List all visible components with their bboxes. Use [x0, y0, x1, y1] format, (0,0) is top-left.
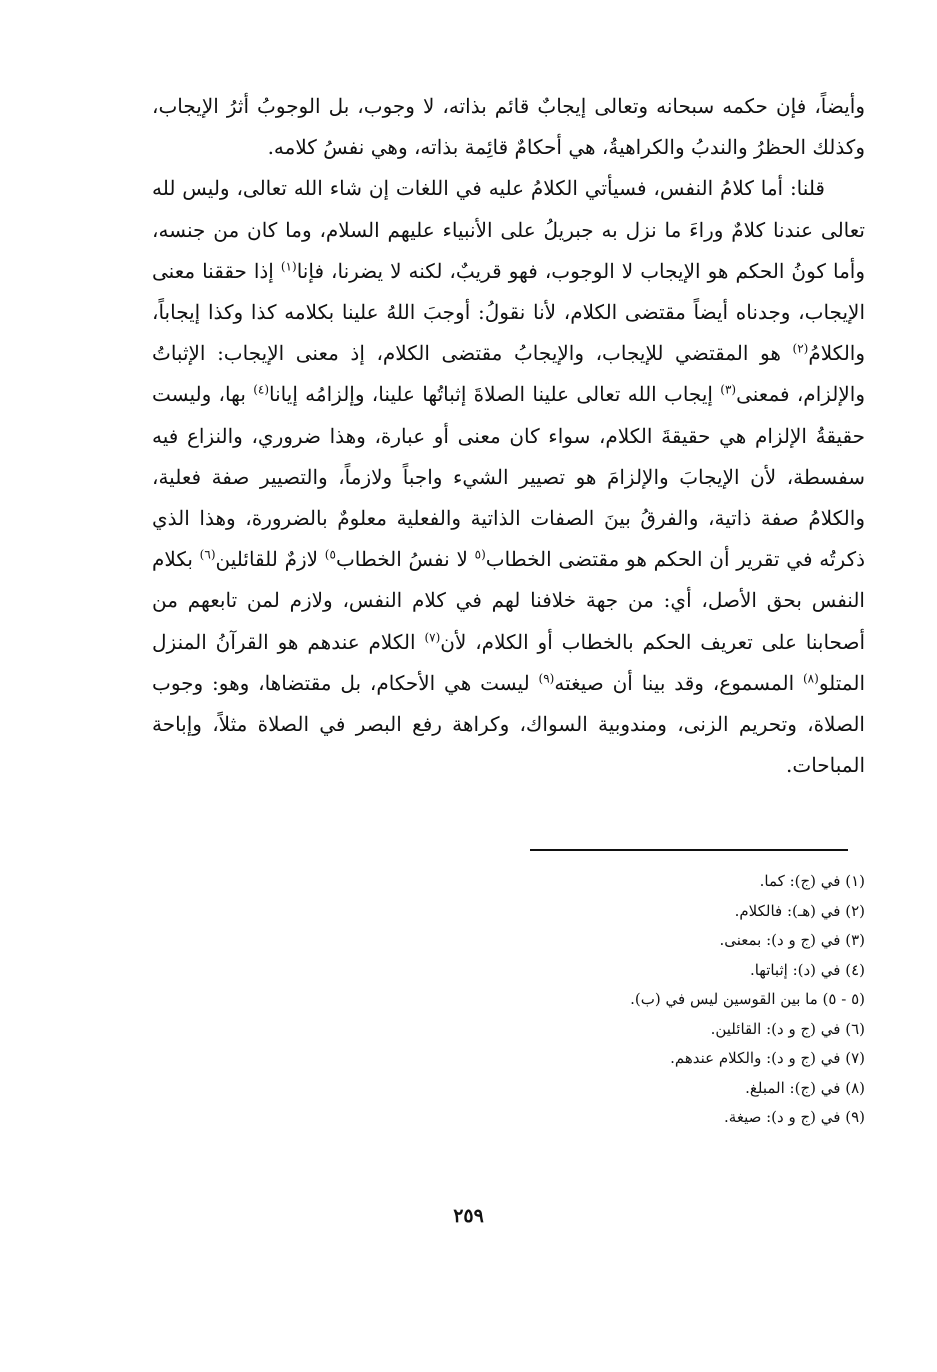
footnote-separator	[530, 849, 848, 851]
text-run: لازمٌ للقائلين	[215, 547, 319, 572]
footnote-ref[interactable]: (٦)	[199, 547, 216, 562]
paragraph-2	[152, 168, 865, 786]
text-run: المسموع، وقد بينا أن صيغته	[554, 670, 795, 695]
footnote-ref[interactable]: (٤)	[253, 382, 270, 397]
footnote-4: (٤) في (د): إثباتها.	[749, 960, 865, 979]
text-run: بها، وليست حقيقةُ الإلزام هي حقيقةَ الكلام، سواء كان معنى أو عبارة، وهذا ضروري، والنزاع فيه سفسطة، لأن الإيجابَ والإلزامَ هو تصيير الشيء واجباً ولازماً، والتصيير صفة فعلية، والكلامُ صفة ذاتية، والفرقُ بينَ الصفات الذاتية والفعلية معلومٌ بالضرورة، وهذا الذي ذكرتُه في تقرير أن الحكم هو مقتضى الخطاب	[152, 382, 866, 572]
footnote-9: (٩) في (ج و د): صيغة.	[724, 1108, 865, 1126]
footnote-6: (٦) في (ج و د): القائلين.	[710, 1019, 865, 1038]
footnote-ref[interactable]: (٥	[474, 547, 486, 562]
text-run: إيجاب الله تعالى علينا الصلاةَ إثباتُها علينا، وإلزامُه إيانا	[269, 382, 713, 407]
paragraph-1: وأيضاً، فإن حكمه سبحانه وتعالى إيجابٌ قائم بذاته، لا وجوب، بل الوجوبُ أثرُ الإيجاب، وكذلك الحظرُ والندبُ والكراهيةُ، هي أحكامٌ قائِمة بذاته، وهي نفسُ كلامه.	[152, 94, 865, 160]
footnote-2: (٢) في (هـ): فالكلام.	[734, 901, 865, 920]
footnote-ref[interactable]: (٩)	[538, 671, 555, 686]
footnote-ref[interactable]: (٢)	[792, 341, 809, 356]
footnote-ref[interactable]: (٣)	[720, 382, 737, 397]
footnote-ref[interactable]: (٨)	[802, 671, 819, 686]
text-run: ليست هي الأحكام، بل مقتضاها، وهو: وجوب الصلاة، وتحريم الزنى، ومندوبية السواك، وكراهة رفع البصر في الصلاة مثلاً، وإباحة المباحات.	[152, 670, 865, 778]
footnotes-list	[500, 867, 865, 1133]
footnote-8: (٨) في (ج): المبلغ.	[745, 1078, 865, 1097]
text-run: الكلام عندهم هو القرآنُ المنزل المتلو	[152, 629, 866, 695]
main-text	[152, 86, 865, 786]
text-run: بكلام النفس بحق الأصل، أي: من جهة خلافنا لهم في كلام النفس، ولازم لمن تابعهم من أصحابنا على تعريف الحكم بالخطاب أو الكلام، لأن	[152, 547, 866, 654]
page-number: ٢٥٩	[453, 1205, 484, 1227]
footnote-ref[interactable]: (١)	[280, 259, 297, 274]
footnote-3: (٣) في (ج و د): بمعنى.	[719, 931, 865, 949]
text-run: قلنا: أما كلامُ النفس، فسيأتي الكلامُ عليه في اللغات إن شاء الله تعالى، وليس لله تعالى عندنا كلامٌ وراءَ ما نزل به جبريلُ على الأنبياء عليهم السلام، وما كان من جنسه، وأما كونُ الحكم هو الإيجاب لا الوجوب، فهو قريبٌ، لكنه لا يضرنا، فإنا	[152, 176, 865, 283]
footnote-5: (٥ - ٥) ما بين القوسين ليس في (ب).	[630, 990, 865, 1008]
footnote-ref[interactable]: (٧)	[424, 629, 441, 644]
footnote-ref[interactable]: ٥)	[324, 547, 336, 562]
text-run: هو المقتضي للإيجاب، والإيجابُ مقتضى الكلام، إذ معنى الإيجاب: الإثباتُ والإلزام، فمعنى	[152, 341, 866, 407]
text-run: إذا حققنا معنى الإيجاب، وجدناه أيضاً مقتضى الكلام، لأنا نقولُ: أوجبَ اللهُ علينا بكلامه كذا وكذا إيجاباً، والكلامُ	[152, 258, 865, 366]
text-run: لا نفسُ الخطاب	[335, 547, 468, 572]
footnote-1: (١) في (ج): كما.	[759, 872, 865, 890]
footnote-7: (٧) في (ج و د): والكلام عندهم.	[670, 1049, 865, 1067]
